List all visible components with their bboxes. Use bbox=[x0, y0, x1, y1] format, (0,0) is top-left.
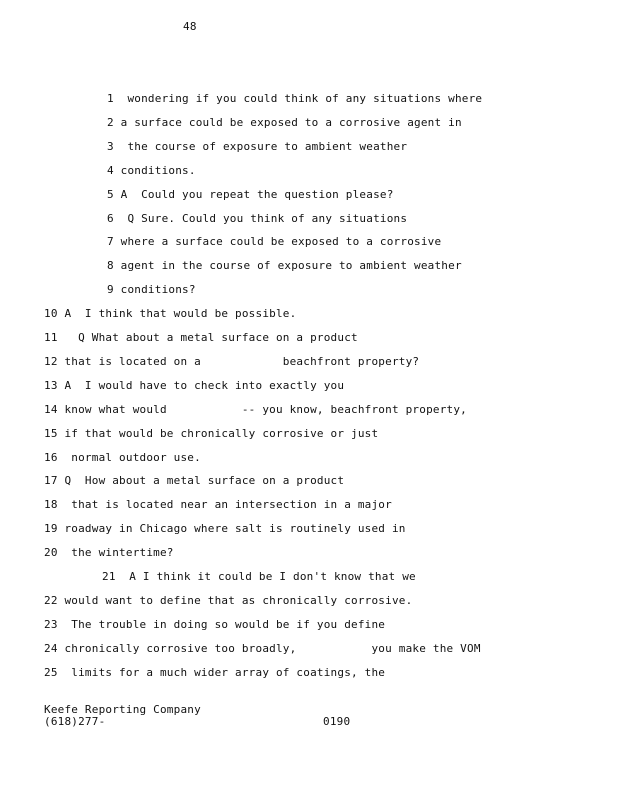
transcript-line: 1 wondering if you could think of any situations where bbox=[107, 92, 483, 105]
transcript-line: 12 that is located on a beachfront property? bbox=[44, 354, 420, 368]
page-number: 48 bbox=[183, 20, 197, 33]
transcript-line: 10 A I think that would be possible. bbox=[44, 307, 297, 321]
transcript-line: 5 A Could you repeat the question please? bbox=[107, 187, 394, 201]
transcript-line: 3 the course of exposure to ambient weather bbox=[107, 139, 408, 153]
transcript-line: 11 Q What about a metal surface on a product bbox=[44, 331, 358, 344]
transcript-line: 17 Q How about a metal surface on a product bbox=[44, 474, 345, 488]
transcript-line: 6 Q Sure. Could you think of any situations bbox=[107, 211, 408, 225]
transcript-line: 15 if that would be chronically corrosive or just bbox=[44, 426, 379, 440]
transcript-line: 4 conditions. bbox=[107, 163, 196, 177]
transcript-line: 25 limits for a much wider array of coatings, the bbox=[44, 665, 386, 679]
transcript-line: 18 that is located near an intersection in a major bbox=[44, 498, 392, 512]
footer-company-name: Keefe Reporting Company bbox=[44, 703, 201, 716]
transcript-line: 23 The trouble in doing so would be if you define bbox=[44, 617, 386, 631]
transcript-line: 21 A I think it could be I don't know that we bbox=[102, 570, 416, 583]
transcript-line: 19 roadway in Chicago where salt is routinely used in bbox=[44, 522, 406, 536]
transcript-line: 14 know what would -- you know, beachfront property, bbox=[44, 402, 467, 416]
transcript-line: 22 would want to define that as chronically corrosive. bbox=[44, 593, 413, 607]
transcript-line: 20 the wintertime? bbox=[44, 546, 174, 560]
transcript-line: 2 a surface could be exposed to a corrosive agent in bbox=[107, 115, 462, 129]
transcript-line: 7 where a surface could be exposed to a corrosive bbox=[107, 235, 442, 249]
transcript-line: 8 agent in the course of exposure to ambient weather bbox=[107, 259, 462, 273]
footer-phone: (618)277- bbox=[44, 715, 106, 728]
footer-phone-suffix: 0190 bbox=[323, 715, 351, 728]
transcript-line: 13 A I would have to check into exactly you bbox=[44, 378, 345, 392]
transcript-line: 9 conditions? bbox=[107, 283, 196, 297]
transcript-line: 16 normal outdoor use. bbox=[44, 450, 201, 464]
transcript-line: 24 chronically corrosive too broadly, you make the VOM bbox=[44, 641, 481, 655]
